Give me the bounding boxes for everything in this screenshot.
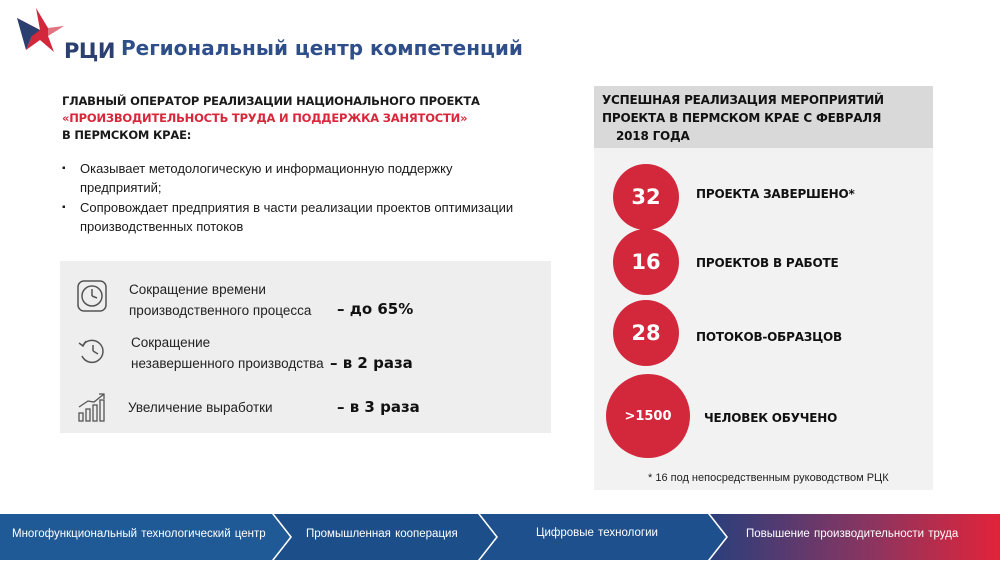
stat-circle: >1500	[606, 374, 690, 458]
stat-label: ЧЕЛОВЕК ОБУЧЕНО	[704, 411, 838, 425]
operator-line-3: В ПЕРМСКОМ КРАЕ:	[62, 128, 192, 142]
operator-project-name: «ПРОИЗВОДИТЕЛЬНОСТЬ ТРУДА И ПОДДЕРЖКА ЗАНЯТОСТИ»	[62, 111, 468, 125]
bullet-text: предприятий;	[80, 180, 162, 195]
metric-value: – в 2 раза	[330, 354, 413, 372]
history-clock-icon	[76, 336, 108, 366]
results-heading	[594, 86, 933, 148]
clock-icon	[76, 279, 108, 313]
results-heading-line: ПРОЕКТА В ПЕРМСКОМ КРАЕ С ФЕВРАЛЯ	[602, 111, 882, 125]
metric-label	[131, 332, 324, 374]
results-panel	[594, 86, 933, 490]
logo-text: РЦИ	[64, 39, 115, 63]
bullet-list	[62, 159, 552, 237]
stat-label: ПРОЕКТА ЗАВЕРШЕНО*	[696, 187, 855, 201]
stat-circle: 28	[613, 300, 679, 366]
metric-row	[60, 389, 551, 439]
chevron-label: Повышение производительности труда	[746, 528, 959, 540]
results-heading-line: УСПЕШНАЯ РЕАЛИЗАЦИЯ МЕРОПРИЯТИЙ	[602, 93, 884, 107]
metrics-panel	[60, 261, 551, 433]
bullet-text: ▪ Оказывает методологическую и информационную поддержку	[80, 161, 453, 176]
stat-label: ПРОЕКТОВ В РАБОТЕ	[696, 256, 839, 270]
stat-circle: 32	[613, 164, 679, 230]
list-item	[62, 198, 552, 236]
chevron-label: Промышленная кооперация	[306, 528, 458, 540]
growth-chart-icon	[76, 391, 108, 423]
metric-label	[129, 279, 311, 321]
chevron-label: Многофункциональный технологический центр	[12, 528, 266, 540]
chevron-label: Цифровые технологии	[536, 527, 658, 539]
operator-line-1: ГЛАВНЫЙ ОПЕРАТОР РЕАЛИЗАЦИИ НАЦИОНАЛЬНОГО ПРОЕКТА	[62, 94, 480, 108]
metric-value: – до 65%	[337, 300, 414, 318]
page-title: Региональный центр компетенций	[121, 36, 523, 60]
list-item	[62, 159, 552, 197]
logo	[12, 6, 115, 63]
metric-row	[60, 332, 551, 382]
operator-heading	[62, 93, 480, 144]
stat-label: ПОТОКОВ-ОБРАЗЦОВ	[696, 330, 843, 344]
metric-value: – в 3 раза	[337, 398, 420, 416]
metric-label: Увеличение выработки	[128, 400, 273, 415]
footnote: * 16 под непосредственным руководством РЦК	[648, 472, 889, 484]
bullet-text: ▪ Сопровождает предприятия в части реализации проектов оптимизации	[80, 200, 514, 215]
metric-label-line: Сокращение	[131, 335, 211, 350]
metric-label-line: Сокращение времени	[129, 282, 266, 297]
metric-row	[60, 271, 551, 321]
metric-label-line: незавершенного производства	[131, 356, 324, 371]
metric-label-line: производственного процесса	[129, 303, 312, 318]
bullet-text: производственных потоков	[80, 219, 244, 234]
results-heading-line: 2018 ГОДА	[616, 129, 690, 143]
stat-circle: 16	[613, 229, 679, 295]
